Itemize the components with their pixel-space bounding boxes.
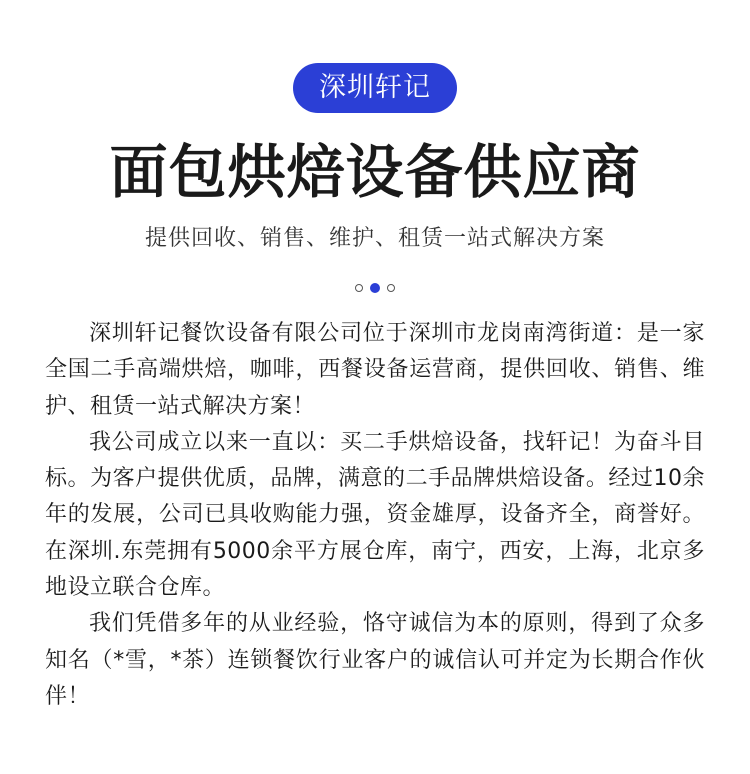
carousel-indicator xyxy=(0,284,750,293)
carousel-dot-2[interactable] xyxy=(370,283,380,293)
carousel-dot-3[interactable] xyxy=(387,284,395,292)
company-badge: 深圳轩记 xyxy=(293,63,457,113)
carousel-dot-1[interactable] xyxy=(355,284,363,292)
page-subtitle: 提供回收、销售、维护、租赁一站式解决方案 xyxy=(144,226,605,251)
intro-paragraph: 深圳轩记餐饮设备有限公司位于深圳市龙岗南湾街道：是一家全国二手高端烘焙，咖啡，西餐设备运营商，提供回收、销售、维护、租赁一站式解决方案！ xyxy=(45,321,705,419)
history-paragraph: 我公司成立以来一直以：买二手烘焙设备，找轩记！为奋斗目标。为客户提供优质，品牌，满意的二手品牌烘焙设备。经过10余年的发展，公司已具收购能力强，资金雄厚，设备齐全，商誉好。在深圳.东莞拥有5000余平方展仓库，南宁，西安，上海，北京多地设立联合仓库。 xyxy=(45,429,705,601)
badge-container xyxy=(0,63,750,113)
page-title: 面包烘焙设备供应商 xyxy=(109,138,641,206)
company-description xyxy=(45,316,705,715)
credibility-paragraph: 我们凭借多年的从业经验，恪守诚信为本的原则，得到了众多知名（*雪，*茶）连锁餐饮行业客户的诚信认可并定为长期合作伙伴！ xyxy=(45,611,705,709)
